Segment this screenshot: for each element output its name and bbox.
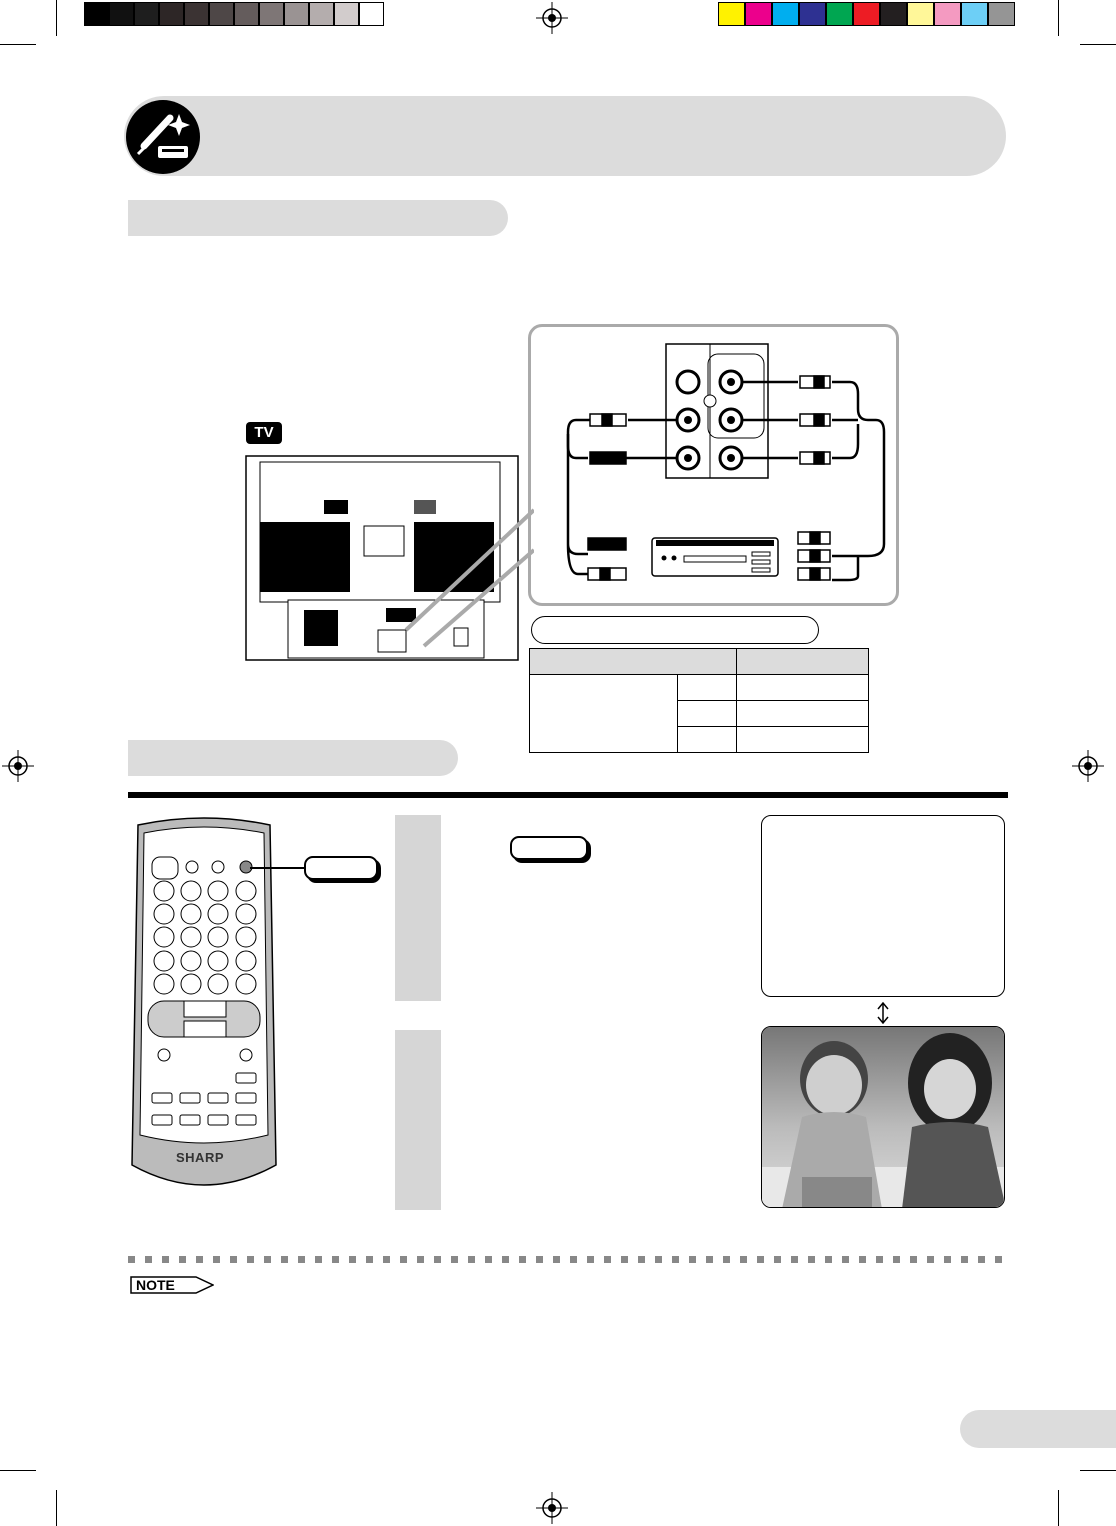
print-swatch <box>880 2 907 26</box>
print-swatch <box>961 2 988 26</box>
print-swatch <box>745 2 772 26</box>
step-bar-1 <box>395 815 441 1001</box>
print-swatch <box>234 2 259 26</box>
registration-mark-icon <box>536 2 568 34</box>
print-swatch <box>934 2 961 26</box>
tv-rear-illustration <box>244 450 534 666</box>
crop-mark <box>1058 0 1059 36</box>
table-cell <box>737 675 869 701</box>
registration-mark-icon <box>2 750 34 782</box>
tv-badge: TV <box>246 422 282 444</box>
crop-mark <box>1080 1470 1116 1471</box>
crop-mark <box>56 0 57 36</box>
remote-callout-line <box>250 867 306 869</box>
remote-callout-button <box>304 856 378 880</box>
crop-mark <box>0 1470 36 1471</box>
print-swatch <box>988 2 1015 26</box>
spec-caption <box>531 616 819 644</box>
print-swatch <box>826 2 853 26</box>
crop-mark <box>1058 1490 1059 1526</box>
print-swatch <box>334 2 359 26</box>
step-bar-2 <box>395 1030 441 1210</box>
section-divider <box>128 792 1008 798</box>
print-swatch <box>718 2 745 26</box>
table-cell <box>737 701 869 727</box>
print-swatch <box>184 2 209 26</box>
crop-mark <box>56 1490 57 1526</box>
print-swatch <box>259 2 284 26</box>
up-down-arrow-icon <box>876 1002 890 1024</box>
connection-diagram <box>528 324 899 606</box>
chapter-banner <box>124 96 1006 176</box>
crop-mark <box>1080 44 1116 45</box>
print-swatch <box>284 2 309 26</box>
remote-control <box>130 815 278 1193</box>
page-number-tab <box>960 1410 1116 1448</box>
print-swatch <box>109 2 134 26</box>
screen-display <box>761 815 1005 997</box>
print-swatch <box>84 2 109 26</box>
table-cell <box>678 675 737 701</box>
print-swatch <box>772 2 799 26</box>
crop-mark <box>0 44 36 45</box>
note-label-text: NOTE <box>136 1277 175 1293</box>
print-swatch <box>359 2 384 26</box>
print-swatch <box>209 2 234 26</box>
connection-table <box>529 648 869 753</box>
print-swatch <box>134 2 159 26</box>
remote-brand-logo: SHARP <box>176 1150 225 1165</box>
print-swatch <box>159 2 184 26</box>
step-1-button-callout <box>510 836 588 860</box>
registration-mark-icon <box>1072 750 1104 782</box>
registration-mark-icon <box>536 1492 568 1524</box>
print-swatch <box>907 2 934 26</box>
table-cell <box>678 727 737 753</box>
print-swatch <box>853 2 880 26</box>
note-label <box>130 1276 214 1294</box>
table-cell <box>530 675 678 753</box>
connection-plug-icon <box>126 100 200 174</box>
print-swatch <box>799 2 826 26</box>
table-cell <box>737 727 869 753</box>
section-header-operation <box>128 740 458 776</box>
screen-photo <box>761 1026 1005 1208</box>
note-divider <box>128 1256 1008 1263</box>
print-swatch <box>309 2 334 26</box>
table-header <box>737 649 869 675</box>
table-header <box>530 649 737 675</box>
table-cell <box>678 701 737 727</box>
section-header-connection <box>128 200 508 236</box>
